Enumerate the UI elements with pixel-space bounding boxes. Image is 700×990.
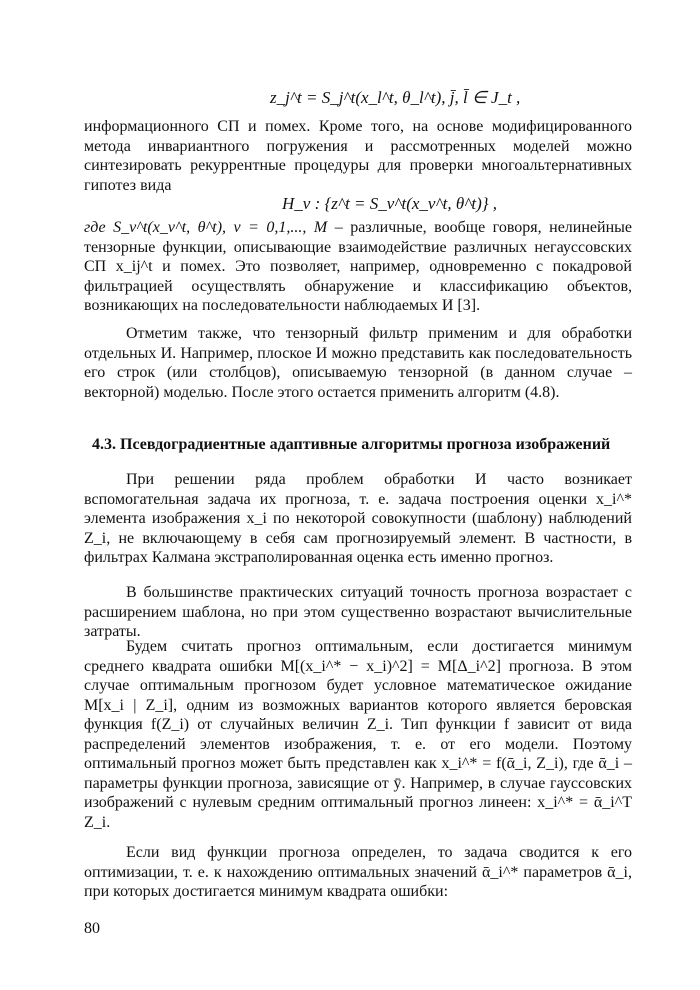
paragraph-6: Будем считать прогноз оптимальным, если достигается минимум среднего квадрата ошибки M[(x_i^* − x_i)^2] = M[Δ_i^2] прогноза. В этом случае оптимальным прогнозом будет условное математическое ожидание M[x_i | Z_i], одним из возможных вариантов которого является беровская функция f(Z_i) от случайных величин Z_i. Тип функции f зависит от вида распределений элементов изображения, т. е. от его модели. Поэтому оптимальный прогноз может быть представлен как x_i^* = f(ᾱ_i, Z_i), где ᾱ_i – параметры функции прогноза, зависящие от ȳ. Например, в случае гауссовских изображений с нулевым средним оптимальный прогноз линеен: x_i^* = ᾱ_i^T Z_i. xyxy=(84,638,632,831)
page-number: 80 xyxy=(84,920,100,937)
formula-hypothesis: H_ν : {z^t = S_ν^t(x_ν^t, θ^t)} , xyxy=(282,194,498,213)
section-heading: 4.3. Псевдоградиентные адаптивные алгоритмы прогноза изображений xyxy=(92,436,611,453)
paragraph-4: При решении ряда проблем обработки И часто возникает вспомогательная задача их прогноза, т. е. задача построения оценки x_i^* элемента изображения x_i по некоторой совокупности (шаблону) наблюдений Z_i, не включающему в себя сам прогнозируемый элемент. В частности, в фильтрах Калмана экстраполированная оценка есть именно прогноз. xyxy=(84,471,632,566)
paragraph-5: В большинстве практических ситуаций точность прогноза возрастает с расширением шаблона, но при этом существенно возрастают вычислительные затраты. xyxy=(84,584,632,640)
paragraph-7: Если вид функции прогноза определен, то задача сводится к его оптимизации, т. е. к нахождению оптимальных значений ᾱ_i^* параметров ᾱ_i, при которых достигается минимум квадрата ошибки: xyxy=(84,844,632,900)
paragraph-2-text: – различные, вообще говоря, нелинейные тензорные функции, описывающие взаимодействие различных негауссовских СП x_ij^t и помех. Это позволяет, например, одновременно с покадровой фильтрацией осуществлять обнаружение и классификацию объектов, возникающих на последовательности наблюдаемых И [3]. xyxy=(84,219,632,314)
paragraph-2 xyxy=(84,218,632,316)
paragraph-1: информационного СП и помех. Кроме того, на основе модифицированного метода инвариантного погружения и рассмотренных моделей можно синтезировать рекуррентные процедуры для проверки многоальтернативных гипотез вида xyxy=(84,118,632,194)
where-formula: где S_ν^t(x_ν^t, θ^t), ν = 0,1,..., M xyxy=(84,219,328,236)
paragraph-3: Отметим также, что тензорный фильтр применим и для обработки отдельных И. Например, плоское И можно представить как последовательность его строк (или столбцов), описываемую тензорной (в данном случае – векторной) моделью. После этого остается применить алгоритм (4.8). xyxy=(84,325,632,401)
formula-observation: z_j^t = S_j^t(x_l^t, θ_l^t), j̄, l̄ ∈ J_t , xyxy=(270,88,521,107)
